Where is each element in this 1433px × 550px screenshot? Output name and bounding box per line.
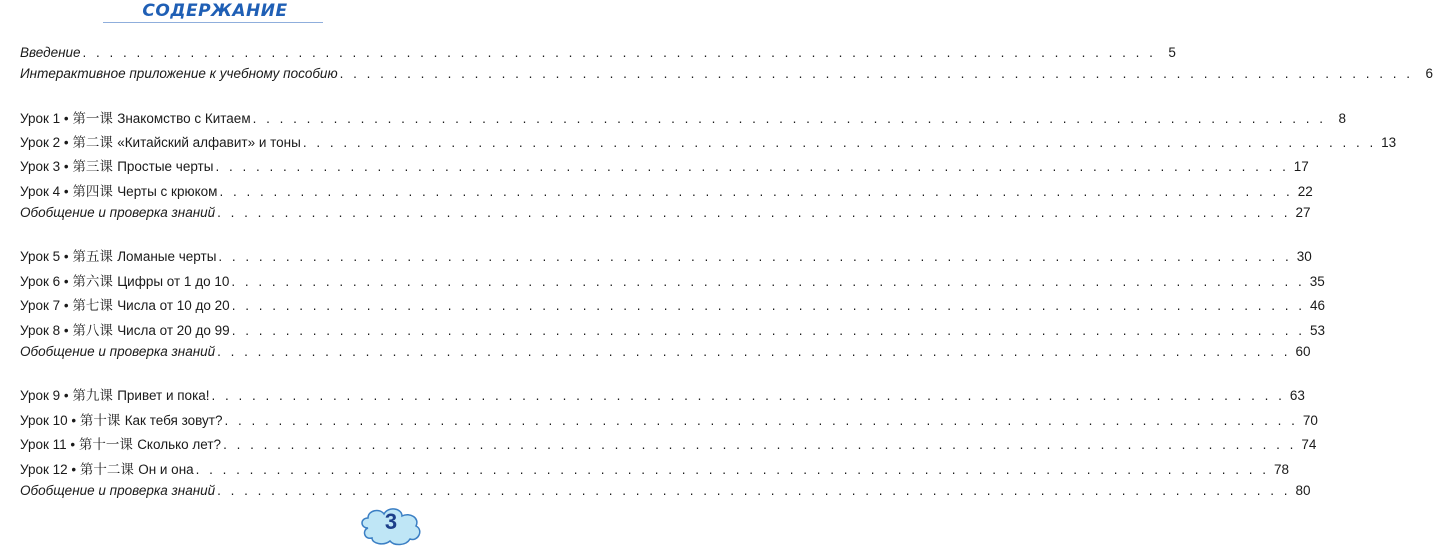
page-number: 3: [384, 509, 398, 534]
toc-entry[interactable]: [20, 180, 1313, 200]
lesson-number: Урок 9 •: [20, 388, 73, 403]
toc-entry[interactable]: [20, 107, 1346, 127]
leader-dots: . . . . . . . . . . . . . . . . . . . . . . . . . . . . . . . . . . . . . . . . . . . . . . . . . . . . . . . . . . . . . . . . . . . . . . . . . . . . . . . .: [223, 437, 1297, 452]
toc-entry[interactable]: [20, 319, 1326, 339]
toc-entry[interactable]: [20, 409, 1318, 429]
leader-dots: . . . . . . . . . . . . . . . . . . . . . . . . . . . . . . . . . . . . . . . . . . . . . . . . . . . . . . . . . . . . . . . . . . . . . . . . . . . . . . . .: [231, 274, 1305, 289]
toc-page-number: 80: [1295, 483, 1311, 498]
lesson-number: Урок 8 •: [20, 323, 73, 338]
lesson-number: Урок 7 •: [20, 298, 73, 313]
lesson-chinese-title: 第十一课: [78, 437, 138, 453]
toc-entry-title: [20, 155, 213, 175]
lesson-chinese-title: 第九课: [72, 388, 118, 404]
lesson-chinese-title: 第七课: [72, 298, 118, 314]
lesson-chinese-title: 第一课: [72, 111, 118, 127]
leader-dots: . . . . . . . . . . . . . . . . . . . . . . . . . . . . . . . . . . . . . . . . . . . . . . . . . . . . . . . . . . . . . . . . . . . . . . . . . . . . . . . .: [231, 323, 1306, 338]
toc-entry[interactable]: [20, 205, 1311, 225]
toc-page-number: 17: [1293, 159, 1309, 174]
toc-entry[interactable]: [20, 66, 1433, 86]
toc-entry-title: [20, 344, 215, 359]
toc-page-number: 5: [1168, 45, 1176, 60]
toc-entry[interactable]: [20, 344, 1311, 364]
toc-entry-title: [20, 245, 216, 265]
lesson-chinese-title: 第四课: [72, 184, 118, 200]
lesson-title: Введение: [20, 45, 81, 60]
toc-page-number: 70: [1302, 413, 1318, 428]
toc-page-number: 13: [1381, 135, 1397, 150]
lesson-title: Черты с крюком: [117, 184, 218, 199]
toc-entry-title: [20, 205, 215, 220]
lesson-title: Интерактивное приложение к учебному пособию: [20, 66, 338, 81]
leader-dots: . . . . . . . . . . . . . . . . . . . . . . . . . . . . . . . . . . . . . . . . . . . . . . . . . . . . . . . . . . . . . . . . . . . . . . . . . . . . . . . .: [224, 413, 1298, 428]
lesson-title: Числа от 10 до 20: [117, 298, 230, 313]
toc-entry-title: [20, 180, 217, 200]
lesson-number: Урок 12 •: [20, 462, 80, 477]
lesson-chinese-title: 第五课: [72, 249, 118, 265]
toc-page-number: 78: [1274, 462, 1290, 477]
lesson-chinese-title: 第六课: [72, 274, 118, 290]
toc-entry-title: [20, 409, 222, 429]
leader-dots: . . . . . . . . . . . . . . . . . . . . . . . . . . . . . . . . . . . . . . . . . . . . . . . . . . . . . . . . . . . . . . . . . . . . . . . . . . . . . . . .: [219, 184, 1293, 199]
leader-dots: . . . . . . . . . . . . . . . . . . . . . . . . . . . . . . . . . . . . . . . . . . . . . . . . . . . . . . . . . . . . . . . . . . . . . . . . . . . . . . . .: [215, 159, 1289, 174]
toc-entry[interactable]: [20, 384, 1305, 404]
toc-entry[interactable]: [20, 458, 1290, 478]
toc-entry[interactable]: [20, 270, 1325, 290]
lesson-number: Урок 11 •: [20, 437, 79, 452]
leader-dots: . . . . . . . . . . . . . . . . . . . . . . . . . . . . . . . . . . . . . . . . . . . . . . . . . . . . . . . . . . . . . . . . . . . . . . . . . . . . . . . .: [218, 249, 1292, 264]
leader-dots: . . . . . . . . . . . . . . . . . . . . . . . . . . . . . . . . . . . . . . . . . . . . . . . . . . . . . . . . . . . . . . . . . . . . . . . . . . . . . . . .: [231, 298, 1306, 313]
lesson-number: Урок 6 •: [20, 274, 73, 289]
toc-page-number: 53: [1310, 323, 1326, 338]
toc-entry-title: [20, 270, 229, 290]
toc-entry[interactable]: [20, 155, 1309, 175]
leader-dots: . . . . . . . . . . . . . . . . . . . . . . . . . . . . . . . . . . . . . . . . . . . . . . . . . . . . . . . . . . . . . . . . . . . . . . . . . . . . . . . .: [217, 205, 1291, 220]
lesson-number: Урок 10 •: [20, 413, 80, 428]
toc-entry[interactable]: [20, 294, 1326, 314]
toc-page-number: 27: [1295, 205, 1311, 220]
leader-dots: . . . . . . . . . . . . . . . . . . . . . . . . . . . . . . . . . . . . . . . . . . . . . . . . . . . . . . . . . . . . . . . . . . . . . . . . . . . . . . . .: [195, 462, 1270, 477]
lesson-number: Урок 3 •: [20, 159, 73, 174]
toc-entry-title: [20, 45, 81, 60]
toc-entry-title: [20, 294, 230, 314]
lesson-title: Цифры от 1 до 10: [117, 274, 230, 289]
toc-page-number: 30: [1296, 249, 1312, 264]
toc-page-number: 46: [1310, 298, 1326, 313]
lesson-title: Ломаные черты: [117, 249, 217, 264]
toc-page-number: 6: [1425, 66, 1433, 81]
toc-entry-title: [20, 131, 301, 151]
lesson-chinese-title: 第十二课: [79, 462, 139, 478]
toc-entry-title: [20, 319, 230, 339]
lesson-title: Привет и пока!: [117, 388, 210, 403]
lesson-chinese-title: 第二课: [72, 135, 118, 151]
lesson-title: Числа от 20 до 99: [117, 323, 230, 338]
lesson-title: Обобщение и проверка знаний: [20, 205, 216, 220]
lesson-chinese-title: 第八课: [72, 323, 118, 339]
page-title: СОДЕРЖАНИЕ: [142, 1, 288, 21]
toc-page-number: 22: [1297, 184, 1313, 199]
toc-entry[interactable]: [20, 131, 1397, 151]
lesson-title: Сколько лет?: [137, 437, 222, 452]
lesson-title: «Китайский алфавит» и тоны: [117, 135, 301, 150]
lesson-title: Он и она: [138, 462, 194, 477]
lesson-number: Урок 2 •: [20, 135, 73, 150]
leader-dots: . . . . . . . . . . . . . . . . . . . . . . . . . . . . . . . . . . . . . . . . . . . . . . . . . . . . . . . . . . . . . . . . . . . . . . . . . . . . . . . .: [302, 135, 1377, 150]
toc-entry-title: [20, 458, 194, 478]
toc-entry-title: [20, 384, 210, 404]
leader-dots: . . . . . . . . . . . . . . . . . . . . . . . . . . . . . . . . . . . . . . . . . . . . . . . . . . . . . . . . . . . . . . . . . . . . . . . . . . . . . . . .: [211, 388, 1285, 403]
leader-dots: . . . . . . . . . . . . . . . . . . . . . . . . . . . . . . . . . . . . . . . . . . . . . . . . . . . . . . . . . . . . . . . . . . . . . . . . . . . . . . . .: [217, 483, 1291, 498]
toc-page-number: 35: [1309, 274, 1325, 289]
lesson-number: Урок 5 •: [20, 249, 73, 264]
toc-entry[interactable]: [20, 45, 1176, 65]
leader-dots: . . . . . . . . . . . . . . . . . . . . . . . . . . . . . . . . . . . . . . . . . . . . . . . . . . . . . . . . . . . . . . . . . . . . . . . . . . . . . . . .: [82, 45, 1156, 60]
toc-entry-title: [20, 107, 251, 127]
lesson-title: Как тебя зовут?: [124, 413, 223, 428]
lesson-title: Обобщение и проверка знаний: [20, 483, 216, 498]
toc-entry[interactable]: [20, 483, 1311, 503]
leader-dots: . . . . . . . . . . . . . . . . . . . . . . . . . . . . . . . . . . . . . . . . . . . . . . . . . . . . . . . . . . . . . . . . . . . . . . . . . . . . . . . .: [252, 111, 1326, 126]
lesson-number: Урок 1 •: [20, 111, 73, 126]
lesson-chinese-title: 第三课: [72, 159, 118, 175]
toc-entry[interactable]: [20, 433, 1317, 453]
title-underline: [103, 22, 323, 23]
toc-page-number: 8: [1338, 111, 1346, 126]
toc-entry-title: [20, 483, 215, 498]
leader-dots: . . . . . . . . . . . . . . . . . . . . . . . . . . . . . . . . . . . . . . . . . . . . . . . . . . . . . . . . . . . . . . . . . . . . . . . . . . . . . . . .: [217, 344, 1291, 359]
lesson-title: Знакомство с Китаем: [117, 111, 251, 126]
toc-entry-title: [20, 66, 338, 81]
leader-dots: . . . . . . . . . . . . . . . . . . . . . . . . . . . . . . . . . . . . . . . . . . . . . . . . . . . . . . . . . . . . . . . . . . . . . . . . . . . . . . . .: [339, 66, 1413, 81]
toc-page-number: 60: [1295, 344, 1311, 359]
lesson-title: Обобщение и проверка знаний: [20, 344, 216, 359]
toc-page-number: 74: [1301, 437, 1317, 452]
lesson-chinese-title: 第十课: [79, 413, 125, 429]
toc-page-number: 63: [1289, 388, 1305, 403]
lesson-title: Простые черты: [117, 159, 214, 174]
lesson-number: Урок 4 •: [20, 184, 73, 199]
toc-entry-title: [20, 433, 221, 453]
toc-entry[interactable]: [20, 245, 1312, 265]
